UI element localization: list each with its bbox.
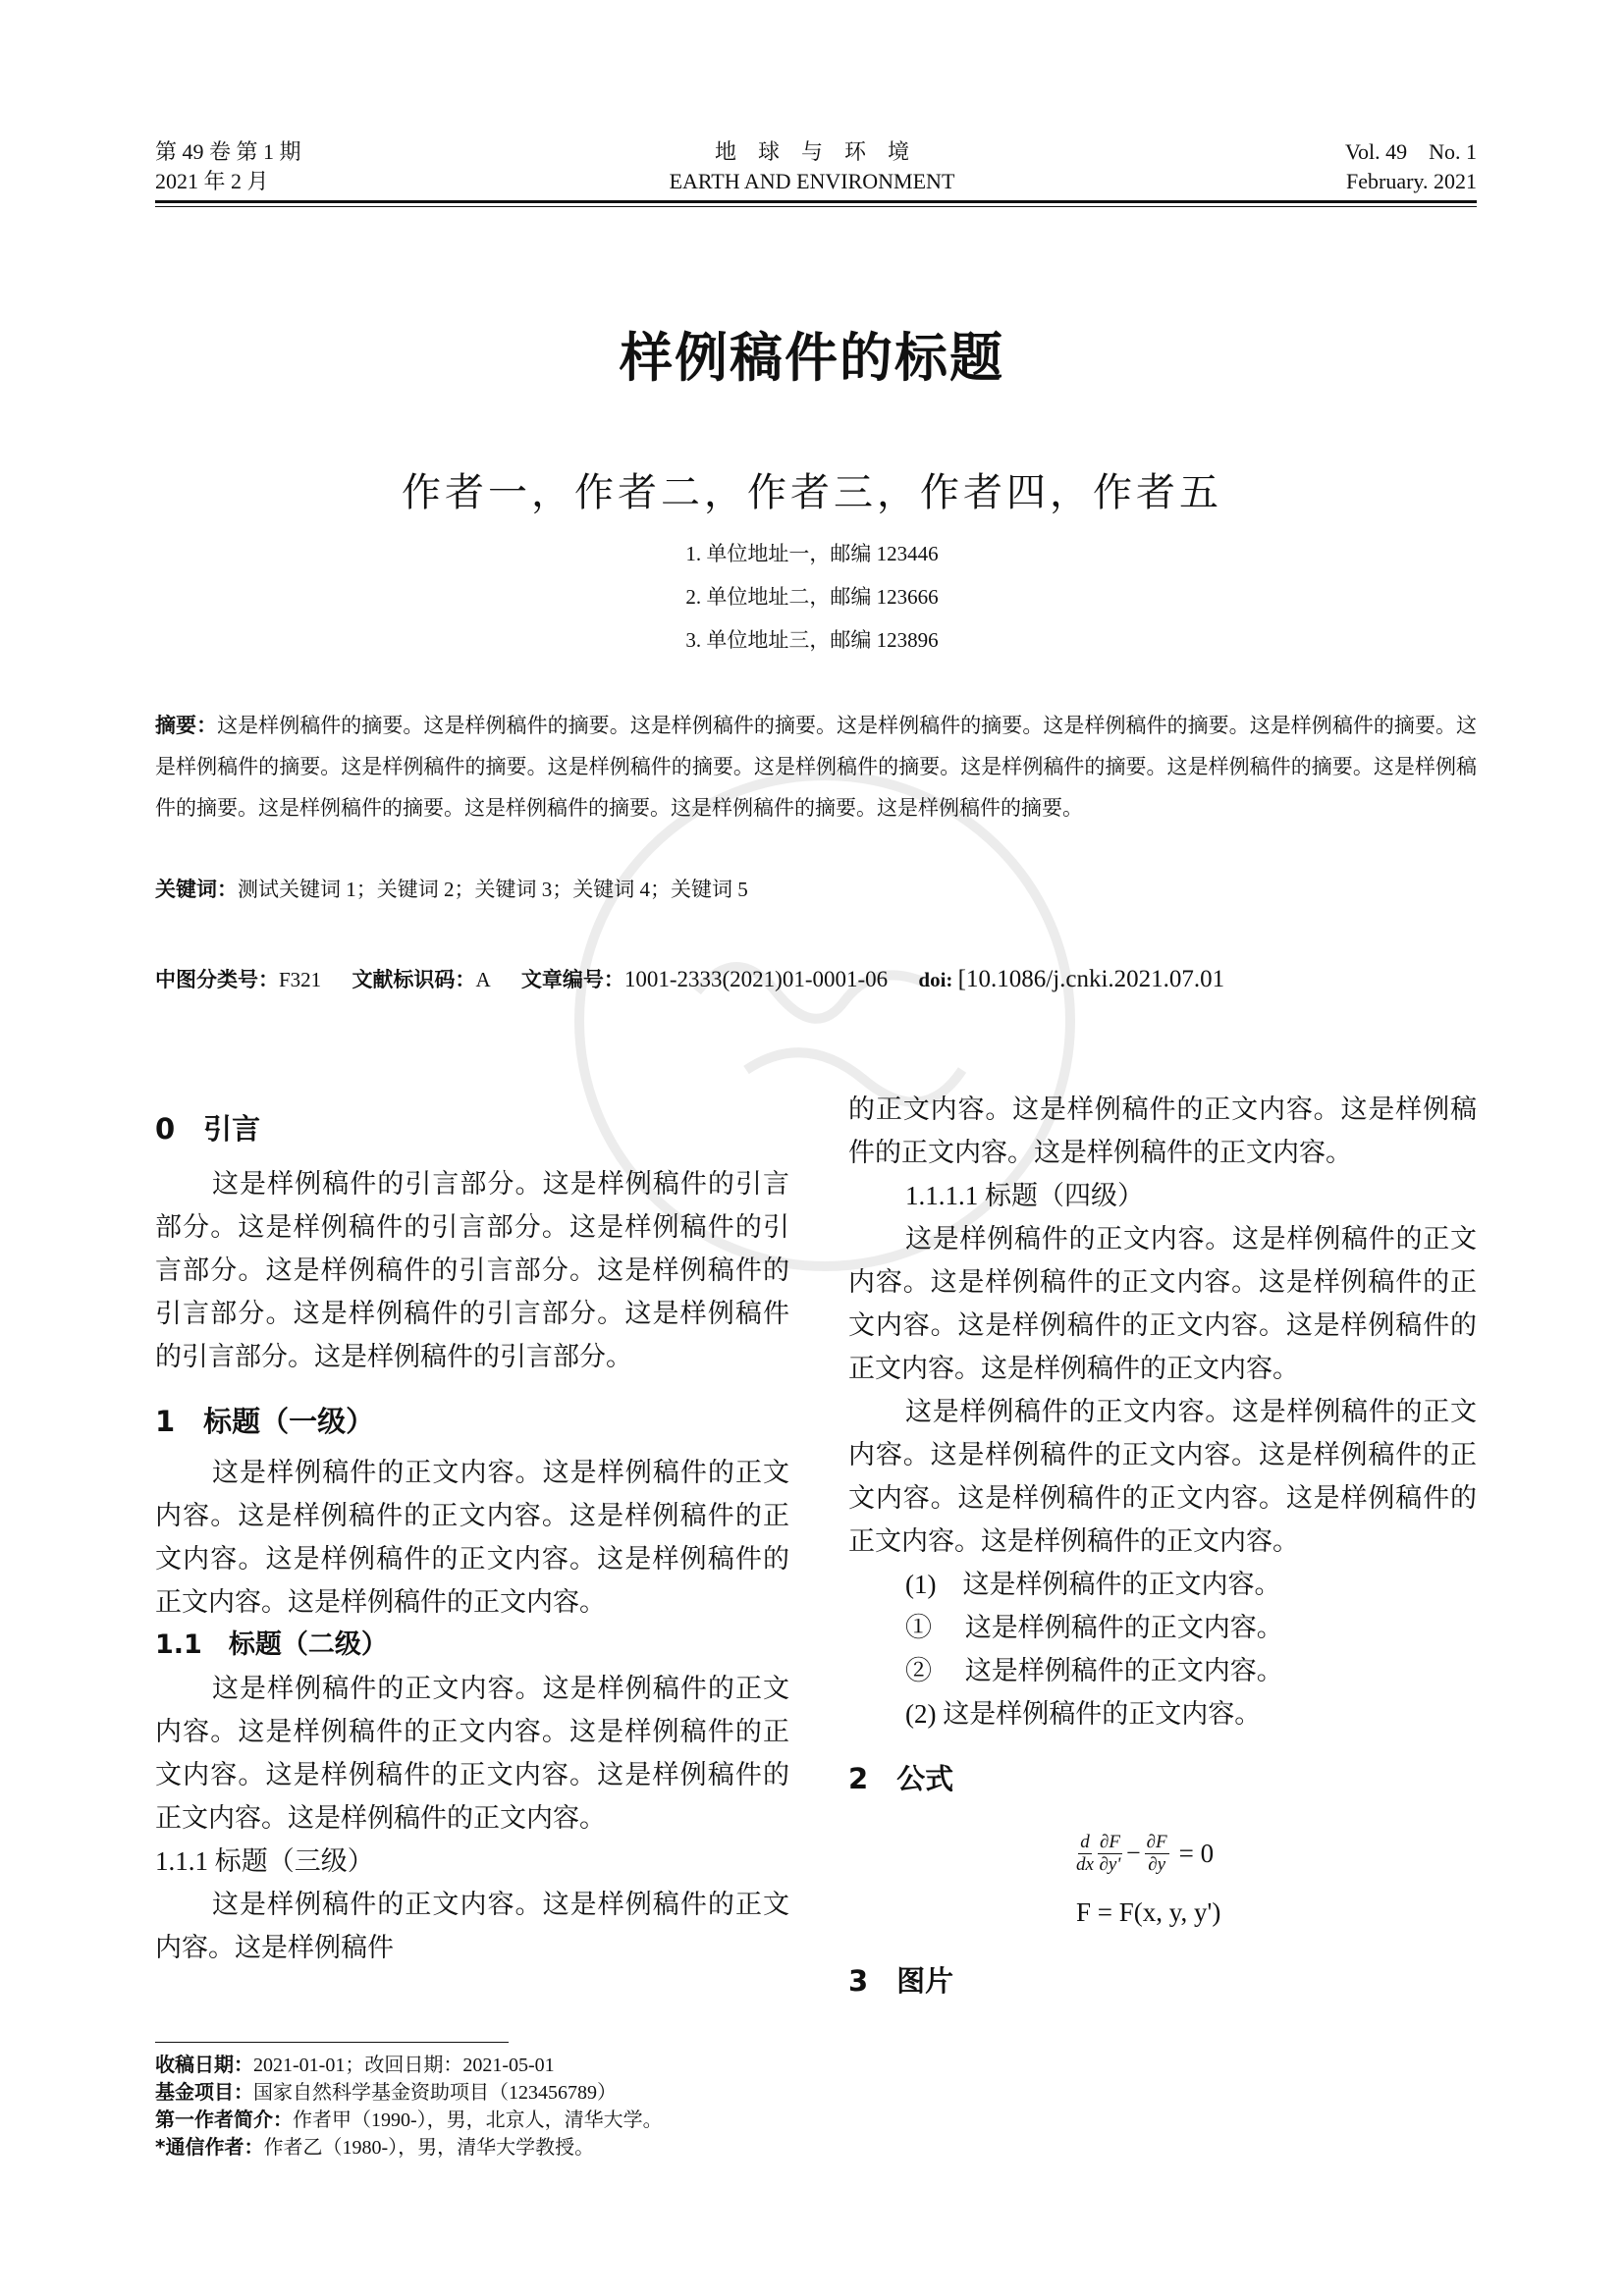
article-no-value: 1001-2333(2021)01-0001-06 [623,967,889,991]
section-heading-1-1: 1.1 标题（二级） [155,1629,388,1660]
continued-paragraph: 的正文内容。这是样例稿件的正文内容。这是样例稿件的正文内容。这是样例稿件的正文内容。 [848,1095,1477,1167]
abstract [155,705,1477,828]
journal-name-en: EARTH AND ENVIRONMENT [669,169,955,193]
section-heading-3: 3 图片 [848,1964,954,1998]
first-author-text: 作者甲（1990-），男，北京人，清华大学。 [293,2109,663,2131]
fraction-numerator: d [1080,1831,1090,1852]
section-heading-1: 1 标题（一级） [155,1405,375,1438]
section-1-1-1-1-paragraph-1: 这是样例稿件的正文内容。这是样例稿件的正文内容。这是样例稿件的正文内容。这是样例稿件的正文内容。这是样例稿件的正文内容。这是样例稿件的正文内容。这是样例稿件的正文内容。 [848,1224,1477,1383]
fund-label: 基金项目： [155,2080,253,2104]
journal-issue-info [155,137,301,196]
header-rule-thin [155,206,1477,207]
abstract-label: 摘要： [155,714,218,737]
classification-line [155,964,1224,993]
list-item: (1) 这是样例稿件的正文内容。 [905,1570,1281,1599]
list-item: (2) 这是样例稿件的正文内容。 [905,1699,1262,1729]
keywords [155,874,748,903]
section-heading-1-1-1: 1.1.1 标题（三级） [155,1846,374,1876]
corresponding-label: *通信作者： [155,2135,264,2159]
issue-volume: 第 49 卷 第 1 期 [155,139,301,164]
section-heading-1-1-1-1: 1.1.1.1 标题（四级） [905,1181,1144,1210]
list-item: ② 这是样例稿件的正文内容。 [905,1656,1283,1685]
affiliation-2: 2. 单位地址二，邮编 123666 [685,585,939,609]
footnote-rule [155,2042,509,2043]
clc-value: F321 [279,968,322,991]
keywords-label: 关键词： [155,878,238,901]
doc-code-value: A [475,968,491,991]
section-1-1-1-paragraph: 这是样例稿件的正文内容。这是样例稿件的正文内容。这是样例稿件 [155,1890,789,1962]
minus-sign: − [1125,1839,1141,1867]
affiliation-3: 3. 单位地址三，邮编 123896 [685,628,939,652]
list-item: ① 这是样例稿件的正文内容。 [905,1613,1283,1642]
doi-value: [10.1086/j.cnki.2021.07.01 [957,966,1225,992]
journal-name-cn: 地 球 与 环 境 [714,139,909,164]
section-heading-intro: 0 引言 [155,1112,261,1146]
received-text: 2021-01-01；改回日期：2021-05-01 [253,2055,555,2076]
doi-label: doi: [918,968,953,991]
paper-title: 样例稿件的标题 [620,327,1004,389]
footnote-received [155,2052,555,2078]
affiliation-1: 1. 单位地址一，邮编 123446 [685,542,939,565]
footnote-corresponding [155,2134,594,2161]
article-no-label: 文章编号： [520,968,624,991]
formula-2: F = F(x, y, y') [1076,1897,1221,1927]
fraction-denominator: ∂y' [1099,1853,1121,1875]
fund-text: 国家自然科学基金资助项目（123456789） [253,2082,617,2104]
fraction-numerator: ∂F [1146,1831,1167,1852]
abstract-text: 这是样例稿件的摘要。这是样例稿件的摘要。这是样例稿件的摘要。这是样例稿件的摘要。这是样例稿件的摘要。这是样例稿件的摘要。这是样例稿件的摘要。这是样例稿件的摘要。这是样例稿件的摘要。这是样例稿件的摘要。这是样例稿件的摘要。这是样例稿件的摘要。这是样例稿件的摘要。这是样例稿件的摘要。这是样例稿件的摘要。这是样例稿件的摘要。这是样例稿件的摘要。 [155,714,1478,820]
journal-issue-info-en [1182,137,1477,196]
header-rule [155,200,1477,203]
fraction-d-dx [1076,1832,1094,1876]
received-label: 收稿日期： [155,2053,253,2076]
fraction-dF-dy-prime [1098,1832,1122,1876]
clc-label: 中图分类号： [155,968,279,991]
equals-zero: = 0 [1178,1839,1215,1868]
fraction-denominator: dx [1076,1853,1094,1875]
footnote-fund [155,2079,617,2106]
issue-volume-en: Vol. 49 No. 1 [1344,139,1477,164]
doc-code-label: 文献标识码： [352,968,476,991]
left-column [155,1107,789,1969]
first-author-label: 第一作者简介： [155,2108,293,2131]
section-1-1-paragraph: 这是样例稿件的正文内容。这是样例稿件的正文内容。这是样例稿件的正文内容。这是样例稿件的正文内容。这是样例稿件的正文内容。这是样例稿件的正文内容。这是样例稿件的正文内容。 [155,1674,789,1833]
keywords-text: 测试关键词 1；关键词 2；关键词 3；关键词 4；关键词 5 [238,878,748,901]
journal-name [567,137,1057,196]
fraction-denominator: ∂y [1148,1853,1166,1875]
fraction-dF-dy [1145,1832,1169,1876]
author-list: 作者一，作者二，作者三，作者四，作者五 [402,470,1222,514]
right-column [848,1088,1477,2002]
section-1-paragraph: 这是样例稿件的正文内容。这是样例稿件的正文内容。这是样例稿件的正文内容。这是样例稿件的正文内容。这是样例稿件的正文内容。这是样例稿件的正文内容。这是样例稿件的正文内容。 [155,1458,789,1617]
corresponding-text: 作者乙（1980-），男，清华大学教授。 [263,2137,595,2159]
section-heading-2: 2 公式 [848,1762,954,1795]
formula-1 [848,1824,1477,1883]
issue-date: 2021 年 2 月 [155,169,269,193]
section-1-1-1-1-paragraph-2: 这是样例稿件的正文内容。这是样例稿件的正文内容。这是样例稿件的正文内容。这是样例稿件的正文内容。这是样例稿件的正文内容。这是样例稿件的正文内容。这是样例稿件的正文内容。 [848,1397,1477,1556]
issue-date-en: February. 2021 [1346,169,1477,193]
intro-paragraph: 这是样例稿件的引言部分。这是样例稿件的引言部分。这是样例稿件的引言部分。这是样例稿件的引言部分。这是样例稿件的引言部分。这是样例稿件的引言部分。这是样例稿件的引言部分。这是样例稿件的引言部分。这是样例稿件的引言部分。 [155,1169,789,1371]
fraction-numerator: ∂F [1099,1831,1120,1852]
footnote-first-author [155,2107,663,2133]
